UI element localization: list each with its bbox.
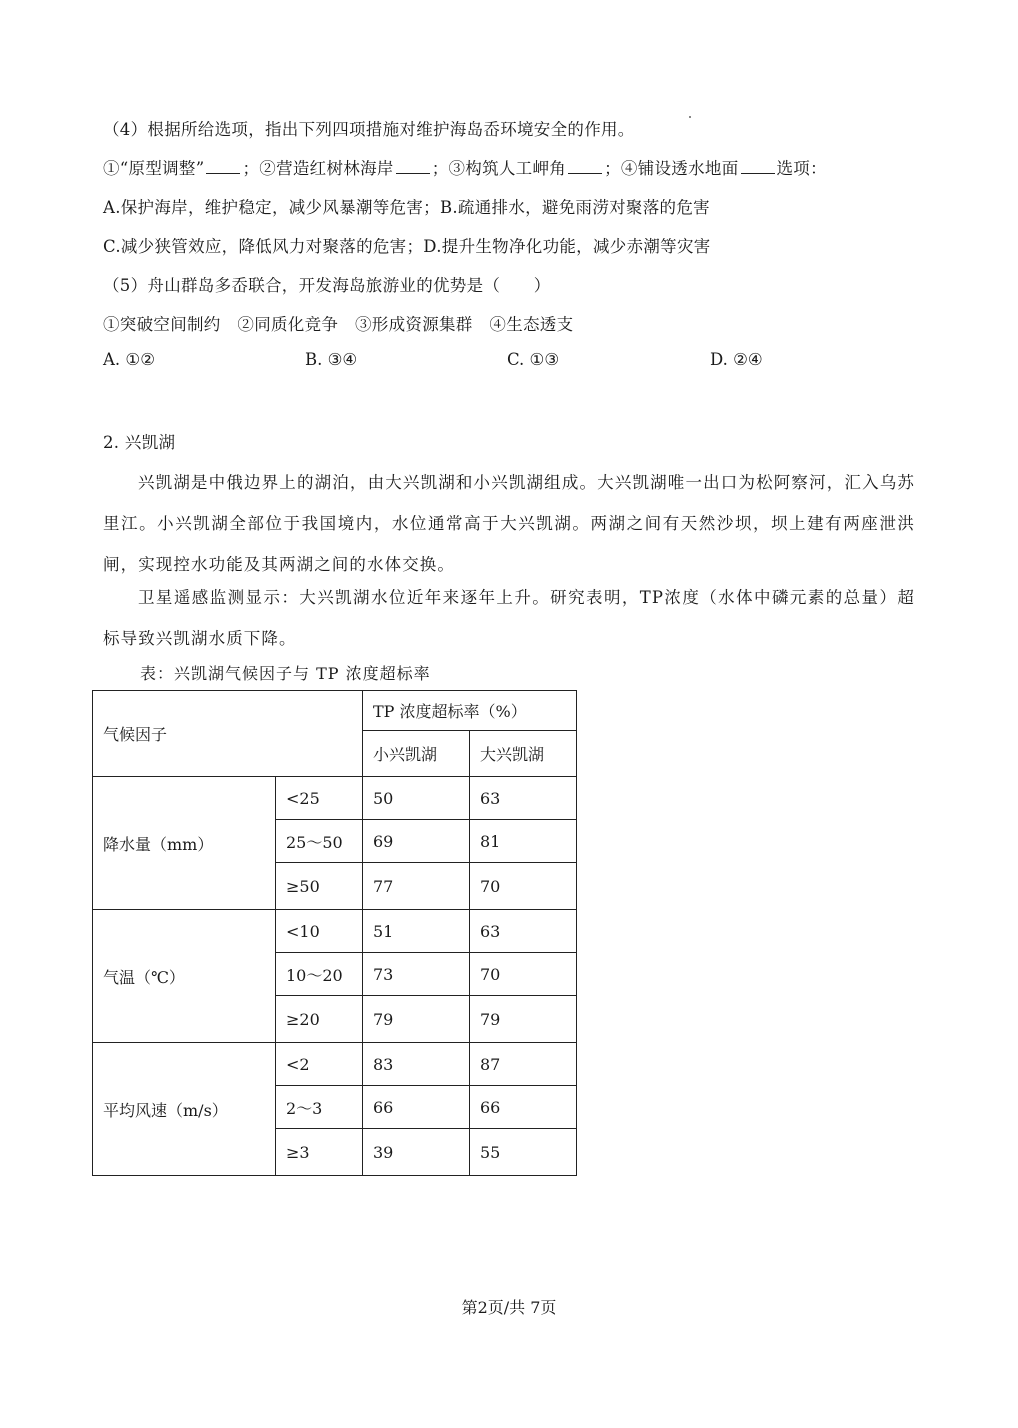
- value-cell: 70: [470, 863, 577, 910]
- q4-measure-1: ①“原型调整”: [103, 159, 205, 178]
- range-cell: 10～20: [276, 953, 363, 996]
- section2-paragraph-2: [103, 577, 915, 659]
- value-cell: 79: [470, 996, 577, 1043]
- range-cell: <25: [276, 777, 363, 820]
- table-row: [93, 1043, 577, 1086]
- group-label-wind-speed: 平均风速（m/s）: [93, 1043, 276, 1176]
- q5-option-b: B. ③④: [305, 350, 358, 369]
- value-cell: 77: [363, 863, 470, 910]
- section2-paragraph-1: [103, 462, 915, 585]
- range-cell: ≥20: [276, 996, 363, 1043]
- q5-items: ①突破空间制约 ②同质化竞争 ③形成资源集群 ④生态透支: [103, 315, 574, 334]
- q5-option-a: A. ①②: [103, 350, 155, 369]
- value-cell: 83: [363, 1043, 470, 1086]
- q4-options-label: 选项：: [776, 159, 827, 178]
- value-cell: 63: [470, 910, 577, 953]
- col-big-lake: 大兴凯湖: [470, 731, 577, 777]
- range-cell: ≥3: [276, 1129, 363, 1176]
- table-caption: 表：兴凯湖气候因子与 TP 浓度超标率: [140, 664, 431, 683]
- table-row: [93, 910, 577, 953]
- value-cell: 55: [470, 1129, 577, 1176]
- climate-tp-table: [92, 690, 577, 1176]
- range-cell: <2: [276, 1043, 363, 1086]
- value-cell: 66: [470, 1086, 577, 1129]
- q4-measure-3: ；③构筑人工岬角: [431, 159, 567, 178]
- answer-blank-3: [568, 159, 602, 174]
- q4-option-ab: A.保护海岸，维护稳定，减少风暴潮等危害；B.疏通排水，避免雨涝对聚落的危害: [103, 198, 710, 217]
- value-cell: 70: [470, 953, 577, 996]
- table-header-row: [93, 691, 577, 731]
- answer-blank-4: [741, 159, 775, 174]
- value-cell: 63: [470, 777, 577, 820]
- q5-option-c: C. ①③: [507, 350, 560, 369]
- q4-measures: [103, 155, 827, 179]
- q5-option-d: D. ②④: [710, 350, 763, 369]
- q5-stem: （5）舟山群岛多岙联合，开发海岛旅游业的优势是（ ）: [103, 276, 551, 295]
- paragraph-2-text: 卫星遥感监测显示：大兴凯湖水位近年来逐年上升。研究表明，TP浓度（水体中磷元素的总量）超标导致兴凯湖水质下降。: [103, 588, 915, 648]
- group-label-temperature: 气温（℃）: [93, 910, 276, 1043]
- range-cell: <10: [276, 910, 363, 953]
- scan-speck: [689, 116, 691, 118]
- answer-blank-2: [396, 159, 430, 174]
- answer-blank-1: [206, 159, 240, 174]
- value-cell: 39: [363, 1129, 470, 1176]
- q4-measure-4: ；④铺设透水地面: [604, 159, 739, 178]
- table-row: [93, 777, 577, 820]
- range-cell: 2～3: [276, 1086, 363, 1129]
- group-label-precipitation: 降水量（mm）: [93, 777, 276, 910]
- value-cell: 66: [363, 1086, 470, 1129]
- value-cell: 69: [363, 820, 470, 863]
- paragraph-1-text: 兴凯湖是中俄边界上的湖泊，由大兴凯湖和小兴凯湖组成。大兴凯湖唯一出口为松阿察河，汇入乌苏里江。小兴凯湖全部位于我国境内，水位通常高于大兴凯湖。两湖之间有天然沙坝，坝上建有两座泄洪闸，实现控水功能及其两湖之间的水体交换。: [103, 473, 915, 574]
- range-cell: ≥50: [276, 863, 363, 910]
- col-small-lake: 小兴凯湖: [363, 731, 470, 777]
- page-number-footer: 第2页/共 7页: [461, 1298, 557, 1317]
- range-cell: 25～50: [276, 820, 363, 863]
- value-cell: 81: [470, 820, 577, 863]
- factor-header: 气候因子: [93, 691, 363, 777]
- value-cell: 79: [363, 996, 470, 1043]
- value-cell: 50: [363, 777, 470, 820]
- q4-measure-2: ；②营造红树林海岸: [242, 159, 394, 178]
- q4-option-cd: C.减少狭管效应，降低风力对聚落的危害；D.提升生物净化功能，减少赤潮等灾害: [103, 237, 711, 256]
- value-cell: 73: [363, 953, 470, 996]
- q4-stem: （4）根据所给选项，指出下列四项措施对维护海岛岙环境安全的作用。: [103, 120, 635, 139]
- value-cell: 87: [470, 1043, 577, 1086]
- section2-title: 2. 兴凯湖: [103, 433, 176, 452]
- value-cell: 51: [363, 910, 470, 953]
- tp-header: TP 浓度超标率（%）: [363, 691, 577, 731]
